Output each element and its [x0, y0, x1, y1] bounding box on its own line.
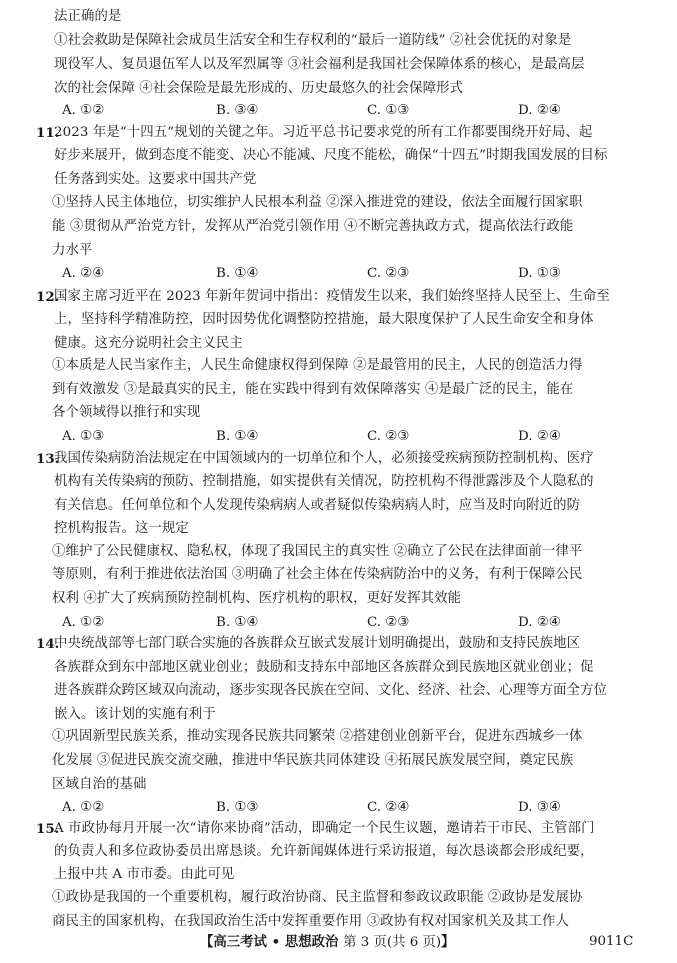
option-b: B. ①④ [216, 266, 259, 281]
footer-title-group [200, 932, 455, 953]
q13-stem-line: 有关信息。任何单位和个人发现传染病病人或者疑似传染病病人时，应当及时向附近的防 [54, 498, 581, 513]
intro-line: 法正确的是 [54, 9, 122, 24]
option-a: A. ①② [62, 103, 105, 118]
q11-stem-line: 好步来展开，做到态度不能变、决心不能减、尺度不能松，确保“十四五”时期我国发展的目标 [54, 148, 608, 163]
q12-options [62, 429, 582, 446]
option-c: C. ②④ [367, 800, 410, 815]
option-c: C. ②③ [367, 266, 410, 281]
exam-code: 9011C [589, 934, 634, 949]
option-a: A. ①② [62, 800, 105, 815]
q15-item-line: 商民主的国家机构，在我国政治生活中发挥重要作用 ③政协有权对国家机关及其工作人 [52, 914, 569, 929]
q11-options [62, 266, 582, 283]
option-d: D. ②④ [518, 429, 561, 444]
option-d: D. ②④ [518, 615, 561, 630]
option-d: D. ①③ [518, 266, 561, 281]
option-d: D. ②④ [518, 103, 561, 118]
q15-stem-line: 上报中共 A 市市委。由此可见 [54, 867, 235, 882]
q11-stem-line: 2023 年是“十四五”规划的关键之年。习近平总书记要求党的所有工作都要围绕开好局、起 [54, 125, 593, 140]
option-b: B. ①③ [216, 800, 259, 815]
q11-stem-line: 任务落到实处。这要求中国共产党 [54, 172, 257, 187]
q15-stem-line: A 市政协每月开展一次“请你来协商”活动，即确定一个民生议题，邀请若干市民、主管部门 [54, 821, 595, 836]
q12-item-line: 各个领域得以推行和实现 [52, 405, 201, 420]
footer-title: 【高三考试 • 思想政治 [200, 934, 339, 950]
option-c: C. ②③ [367, 429, 410, 444]
footer-bracket: 】 [441, 934, 455, 950]
q14-stem-line: 进各族群众跨区域双向流动，逐步实现各民族在空间、文化、经济、社会、心理等方面全方位 [54, 683, 608, 698]
question-number-15: 15. [36, 821, 60, 837]
q14-options [62, 800, 582, 817]
page-number: 第 3 页(共 6 页) [343, 935, 442, 950]
q13-item-line: ①维护了公民健康权、隐私权，体现了我国民主的真实性 ②确立了公民在法律面前一律平 [52, 544, 583, 559]
option-a: A. ①② [62, 615, 105, 630]
question-number-12: 12. [36, 289, 60, 305]
q14-stem-line: 中央统战部等七部门联合实施的各族群众互嵌式发展计划明确提出，鼓励和支持民族地区 [54, 636, 581, 651]
option-a: A. ②④ [62, 266, 105, 281]
q12-item-line: 到有效激发 ③是最真实的民主，能在实践中得到有效保障落实 ④是最广泛的民主，能在 [52, 382, 574, 397]
q13-stem-line: 控机构报告。这一规定 [54, 521, 189, 536]
option-b: B. ①④ [216, 615, 259, 630]
intro-line: 次的社会保障 ④社会保险是最先形成的、历史最悠久的社会保障形式 [54, 81, 464, 96]
q13-stem-line: 我国传染病防治法规定在中国领域内的一切单位和个人，必须接受疾病预防控制机构、医疗 [54, 451, 594, 466]
q15-stem-line: 的负责人和多位政协委员出席恳谈。允许新闻媒体进行采访报道，每次恳谈都会形成纪要， [54, 844, 594, 859]
q13-stem-line: 机构有关传染病的预防、控制措施，如实提供有关情况，防控机构不得泄露涉及个人隐私的 [54, 474, 594, 489]
q14-item-line: 区域自治的基础 [52, 777, 147, 792]
q14-stem-line: 嵌入。该计划的实施有利于 [54, 707, 216, 722]
q14-item-line: 化发展 ③促进民族交流交融，推进中华民族共同体建设 ④拓展民族发展空间，奠定民族 [52, 753, 574, 768]
q13-options [62, 615, 582, 632]
q11-item-line: ①坚持人民主体地位，切实维护人民根本利益 ②深入推进党的建设，依法全面履行国家职 [52, 195, 583, 210]
option-c: C. ②③ [367, 615, 410, 630]
q13-item-line: 权利 ④扩大了疾病预防控制机构、医疗机构的职权，更好发挥其效能 [52, 591, 462, 606]
question-number-13: 13. [36, 451, 60, 467]
intro-line: ①社会救助是保障社会成员生活安全和生存权利的“最后一道防线” ②社会优抚的对象是 [54, 33, 572, 48]
q11-item-line: 能 ③贯彻从严治党方针，发挥从严治党引领作用 ④不断完善执政方式，提高依法行政能 [52, 219, 574, 234]
option-d: D. ③④ [518, 800, 561, 815]
q12-stem-line: 国家主席习近平在 2023 年新年贺词中指出：疫情发生以来，我们始终坚持人民至上、生命至 [54, 289, 610, 304]
q14-stem-line: 各族群众到东中部地区就业创业；鼓励和支持东中部地区各族群众到民族地区就业创业；促 [54, 660, 594, 675]
q11-item-line: 力水平 [52, 243, 93, 258]
q13-item-line: 等原则，有利于推进依法治国 ③明确了社会主体在传染病防治中的义务，有利于保障公民 [52, 567, 583, 582]
q15-item-line: ①政协是我国的一个重要机构，履行政治协商、民主监督和参政议政职能 ②政协是发展协 [52, 890, 583, 905]
question-number-14: 14. [36, 636, 60, 652]
option-b: B. ①④ [216, 429, 259, 444]
q14-item-line: ①巩固新型民族关系，推动实现各民族共同繁荣 ②搭建创业创新平台，促进东西城乡一体 [52, 729, 583, 744]
question-number-11: 11. [36, 125, 60, 141]
page-footer [0, 932, 677, 952]
option-c: C. ①③ [367, 103, 410, 118]
q12-stem-line: 健康。这充分说明社会主义民主 [54, 336, 243, 351]
intro-line: 现役军人、复员退伍军人以及军烈属等 ③社会福利是我国社会保障体系的核心，是最高层 [54, 57, 585, 72]
option-b: B. ③④ [216, 103, 259, 118]
q12-stem-line: 上，坚持科学精准防控，因时因势优化调整防控措施，最大限度保护了人民生命安全和身体 [54, 312, 594, 327]
option-a: A. ①③ [62, 429, 105, 444]
intro-options [62, 103, 582, 120]
q12-item-line: ①本质是人民当家作主，人民生命健康权得到保障 ②是最管用的民主，人民的创造活力得 [52, 358, 583, 373]
